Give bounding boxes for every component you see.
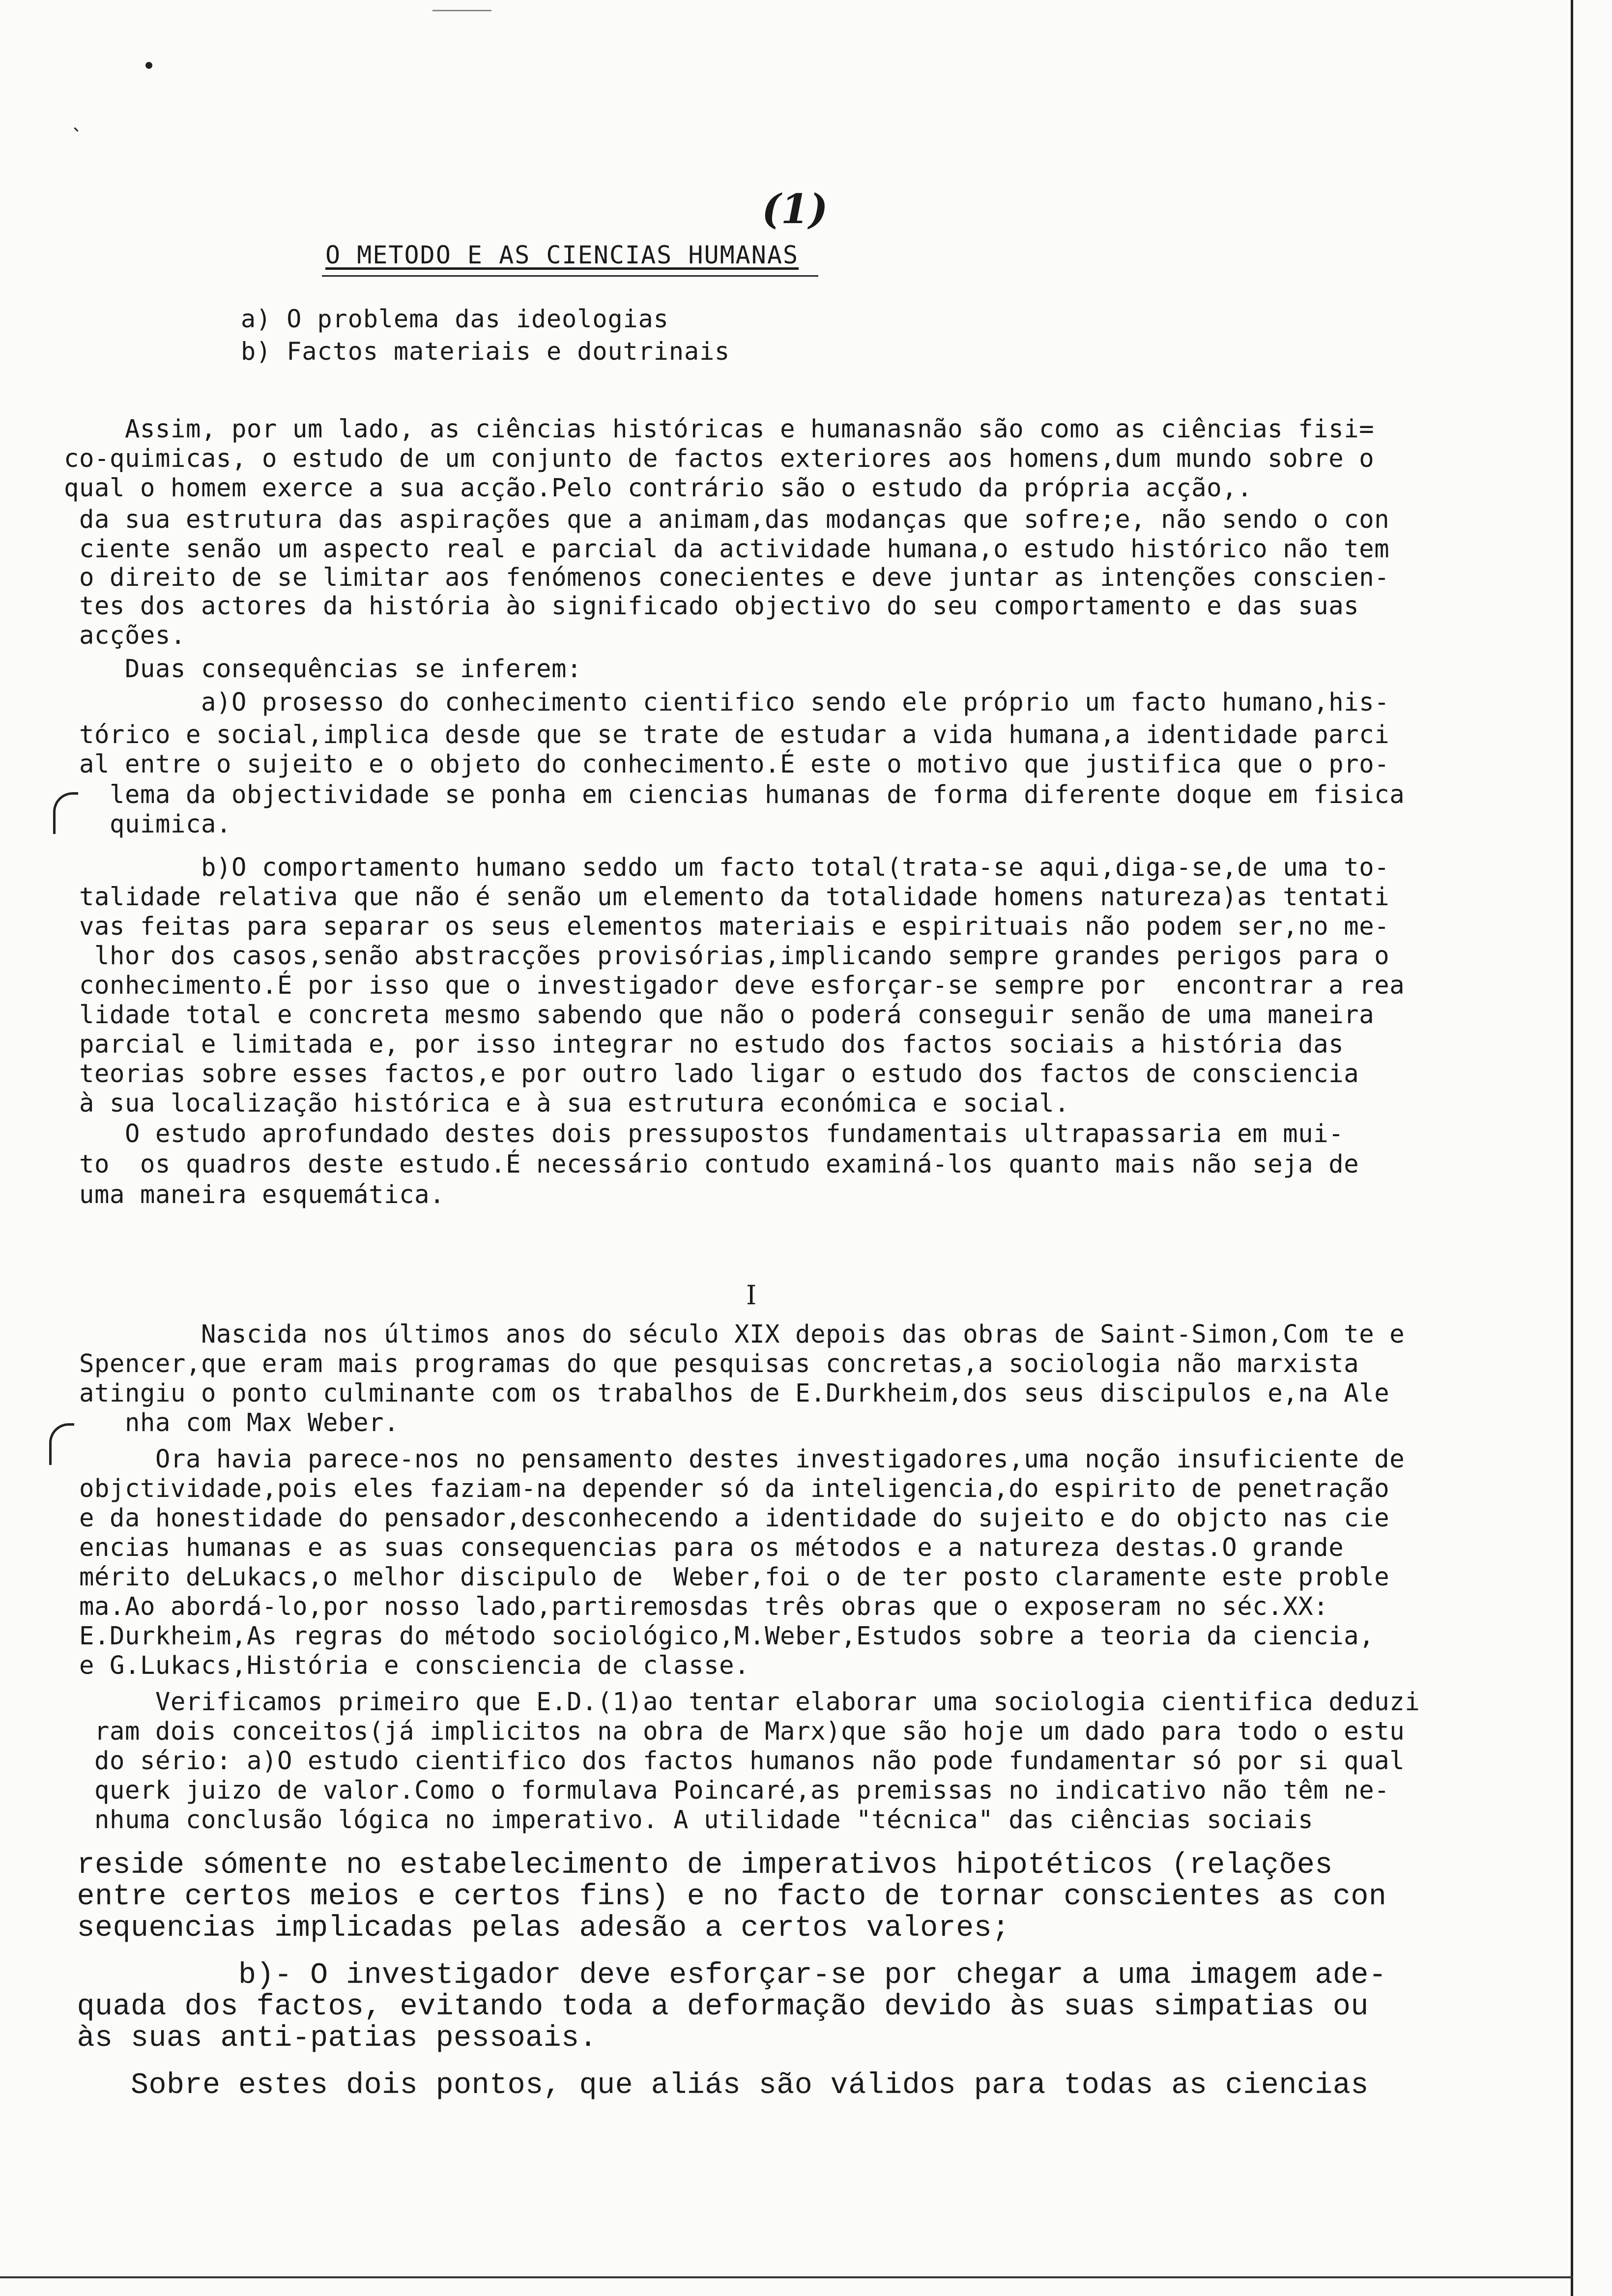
text-line: to os quadros deste estudo.É necessário contudo examiná-los quanto mais não seja de [64,1149,1359,1178]
text-line: b)- O investigador deve esforçar-se por chegar a uma imagem ade- [59,1959,1387,1992]
text-line: b)O comportamento humano seddo um facto total(trata-se aqui,diga-se,de uma to- [64,853,1390,882]
text-line: às suas anti-patias pessoais. [59,2022,598,2055]
text-line: e G.Lukacs,História e consciencia de classe. [64,1651,750,1680]
text-line: o direito de se limitar aos fenómenos conecientes e deve juntar as intenções conscien- [64,563,1390,592]
ink-tick [74,127,78,132]
title-underline [322,275,818,277]
text-line: Sobre estes dois pontos, que aliás são válidos para todas as ciencias [59,2069,1369,2102]
text-line: Nascida nos últimos anos do século XIX depois das obras de Saint-Simon,Com te e [64,1320,1405,1349]
toc-item-b: b) Factos materiais e doutrinais [241,337,730,366]
text-line: uma maneira esquemática. [64,1180,445,1209]
page-title: O METODO E AS CIENCIAS HUMANAS [325,241,799,269]
text-line: Duas consequências se inferem: [64,654,582,683]
text-line: sequencias implicadas pelas adesão a certos valores; [59,1912,1010,1945]
text-line: à sua localização histórica e à sua estrutura económica e social. [64,1089,1070,1118]
text-line: parcial e limitada e, por isso integrar no estudo dos factos sociais a história das [64,1030,1344,1059]
text-line: da sua estrutura das aspirações que a animam,das modanças que sofre;e, não sendo o con [64,505,1390,534]
text-line: objctividade,pois eles faziam-na depender só da inteligencia,do espirito de penetração [64,1474,1390,1503]
text-line: conhecimento.É por isso que o investigador deve esforçar-se sempre por encontrar a rea [64,971,1405,1000]
text-line: lidade total e concreta mesmo sabendo que não o poderá conseguir senão de uma maneira [64,1000,1375,1029]
page-number: (1) [762,186,828,233]
text-line: E.Durkheim,As regras do método sociológico,M.Weber,Estudos sobre a teoria da ciencia, [64,1621,1375,1650]
bottom-edge-rule [0,2276,1573,2278]
text-line: reside sómente no estabelecimento de imperativos hipotéticos (relações [59,1849,1333,1882]
text-line: O estudo aprofundado destes dois pressupostos fundamentais ultrapassaria em mui- [64,1119,1344,1148]
text-line: querk juizo de valor.Como o formulava Poincaré,as premissas no indicativo não têm ne- [64,1776,1390,1805]
text-line: quimica. [64,809,232,838]
right-edge-rule [1571,0,1573,2296]
text-line: tórico e social,implica desde que se trate de estudar a vida humana,a identidade parci [64,720,1390,749]
text-line: atingiu o ponto culminante com os trabalhos de E.Durkheim,dos seus discipulos e,na Ale [64,1378,1390,1407]
text-line: teorias sobre esses factos,e por outro lado ligar o estudo dos factos de consciencia [64,1059,1359,1088]
text-line: nha com Max Weber. [64,1408,400,1437]
text-line: Verificamos primeiro que E.D.(1)ao tentar elaborar uma sociologia cientifica deduzi [64,1687,1420,1716]
text-line: lema da objectividade se ponha em ciencias humanas de forma diferente doque em fisica [64,780,1405,809]
text-line: e da honestidade do pensador,desconhecendo a identidade do sujeito e do objcto nas cie [64,1503,1390,1532]
text-line: vas feitas para separar os seus elementos materiais e espirituais não podem ser,no me- [64,912,1390,941]
ink-dot [145,62,152,69]
text-line: co-quimicas, o estudo de um conjunto de factos exteriores aos homens,dum mundo sobre o [64,444,1375,473]
text-line: ciente senão um aspecto real e parcial da actividade humana,o estudo histórico não tem [64,534,1390,563]
text-line: al entre o sujeito e o objeto do conhecimento.É este o motivo que justifica que o pro- [64,749,1390,778]
text-line: talidade relativa que não é senão um elemento da totalidade homens natureza)as tentati [64,882,1390,911]
text-line: mérito deLukacs,o melhor discipulo de Weber,foi o de ter posto claramente este proble [64,1562,1390,1591]
text-line: qual o homem exerce a sua acção.Pelo contrário são o estudo da própria acção,. [64,473,1253,502]
text-line: nhuma conclusão lógica no imperativo. A utilidade "técnica" das ciências sociais [64,1805,1314,1834]
text-line: Assim, por um lado, as ciências históricas e humanasnão são como as ciências fisi= [64,414,1375,443]
text-line: ram dois conceitos(já implicitos na obra de Marx)que são hoje um dado para todo o estu [64,1717,1405,1746]
text-line: a)O prosesso do conhecimento cientifico sendo ele próprio um facto humano,his- [64,688,1390,717]
section-heading: I [746,1280,757,1311]
text-line: quada dos factos, evitando toda a deformação devido às suas simpatias ou [59,1990,1369,2024]
text-line: encias humanas e as suas consequencias para os métodos e a natureza destas.O grande [64,1533,1344,1562]
text-line: Ora havia parece-nos no pensamento destes investigadores,uma noção insuficiente de [64,1444,1405,1473]
text-line: Spencer,que eram mais programas do que pesquisas concretas,a sociologia não marxista [64,1349,1359,1378]
text-line: ma.Ao abordá-lo,por nosso lado,partiremosdas três obras que o exposeram no séc.XX: [64,1592,1329,1621]
text-line: tes dos actores da história ào significado objectivo do seu comportamento e das suas [64,591,1359,620]
text-line: lhor dos casos,senão abstracções provisórias,implicando sempre grandes perigos para o [64,941,1390,970]
text-line: do sério: a)O estudo cientifico dos factos humanos não pode fundamentar só por si qual [64,1746,1405,1775]
toc-item-a: a) O problema das ideologias [241,305,669,333]
text-line: entre certos meios e certos fins) e no facto de tornar conscientes as con [59,1880,1387,1914]
top-scratch-mark [432,10,491,11]
text-line: acções. [64,621,186,650]
